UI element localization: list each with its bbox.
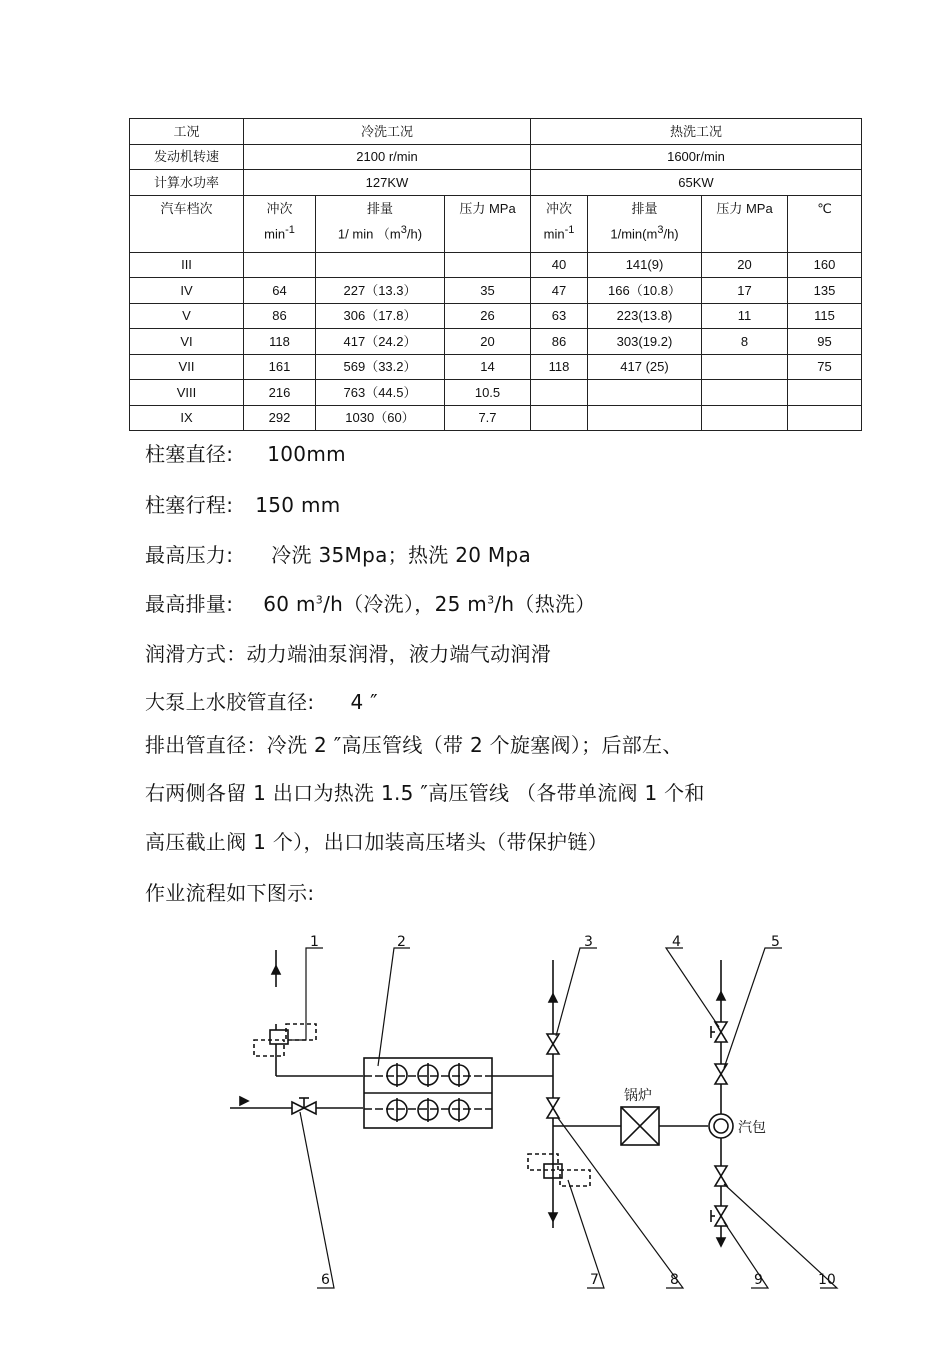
header-line: 冲次 (545, 200, 572, 216)
flow-arrow-icon (549, 994, 557, 1002)
flow-arrow-icon (717, 1238, 725, 1246)
header-unit-sup: 3 (400, 223, 407, 236)
boiler-label: 锅炉 (624, 1088, 652, 1104)
section-caption: 作业流程如下图示: (145, 881, 315, 905)
table-body (130, 252, 862, 431)
spec-line-discharge-3: 高压截止阀 1 个），出口加装高压堵头（带保护链） (145, 830, 608, 854)
header-unit-text: /h) (663, 225, 679, 241)
valve-icon (292, 1102, 304, 1114)
table-cell: 115 (788, 303, 862, 329)
spec-line-plunger-diameter (145, 438, 346, 467)
table-cell: 86 (244, 303, 316, 329)
table-row (130, 119, 862, 145)
drum-label: 汽包 (738, 1120, 766, 1136)
table-cell: 发动机转速 (130, 144, 244, 170)
table-row (130, 354, 862, 380)
spec-value: 60 m (263, 592, 316, 616)
table-header-cell (316, 195, 445, 252)
diagram-label: 9 (754, 1272, 763, 1288)
table-cell: 166（10.8） (588, 278, 702, 304)
table-cell: 127KW (244, 170, 531, 196)
spec-line-max-flow (145, 588, 596, 617)
spec-line-discharge-1: 排出管直径：冷洗 2 ″高压管线（带 2 个旋塞阀）；后部左、 (145, 733, 683, 757)
table-cell: VII (130, 354, 244, 380)
valve-housing (286, 1024, 316, 1040)
table-cell: VIII (130, 380, 244, 406)
table-cell: 8 (702, 329, 788, 355)
spec-line-hose-diameter (145, 686, 378, 715)
valve-icon (304, 1102, 316, 1114)
table-cell: 303(19.2) (588, 329, 702, 355)
header-unit-text: /h) (406, 225, 423, 241)
diagram-label: 10 (818, 1272, 836, 1288)
table-cell: 160 (788, 252, 862, 278)
table-cell: 10.5 (445, 380, 531, 406)
table-row (130, 380, 862, 406)
table-cell: 216 (244, 380, 316, 406)
table-cell: 569（33.2） (316, 354, 445, 380)
table-cell (244, 252, 316, 278)
spec-line-lubrication: 润滑方式：动力端油泵润滑，液力端气动润滑 (145, 642, 551, 666)
diagram-label: 3 (584, 934, 593, 950)
spec-label: 柱塞行程: (145, 493, 234, 517)
spec-label: 柱塞直径: (145, 442, 234, 466)
table-cell: 95 (788, 329, 862, 355)
table-cell: 161 (244, 354, 316, 380)
diagram-label: 5 (771, 934, 780, 950)
spec-sup: 3 (487, 593, 495, 607)
table-cell (316, 252, 445, 278)
spec-label: 最高压力: (145, 543, 234, 567)
table-cell: IV (130, 278, 244, 304)
valve-housing (560, 1170, 590, 1186)
spec-label: 大泵上水胶管直径: (145, 690, 315, 714)
table-row (130, 170, 862, 196)
table-row (130, 303, 862, 329)
table-cell: 63 (531, 303, 588, 329)
table-cell: V (130, 303, 244, 329)
valve-housing (254, 1040, 284, 1056)
header-unit-text: min (543, 225, 565, 241)
spec-line-discharge-2: 右两侧各留 1 出口为热洗 1.5 ″高压管线 （各带单流阀 1 个和 (145, 781, 705, 805)
header-unit (588, 225, 701, 240)
header-unit-text: min (264, 225, 286, 241)
spec-value: 4 ″ (350, 690, 378, 714)
table-header-cell: ℃ (788, 195, 862, 252)
diagram-label: 8 (670, 1272, 679, 1288)
table-row (130, 405, 862, 431)
table-cell: 7.7 (445, 405, 531, 431)
table-cell: 118 (244, 329, 316, 355)
table-cell: 热洗工况 (531, 119, 862, 145)
table-cell: 227（13.3） (316, 278, 445, 304)
spec-label: 最高排量: (145, 592, 234, 616)
table-cell: 47 (531, 278, 588, 304)
table-cell: 26 (445, 303, 531, 329)
table-cell (531, 380, 588, 406)
table-cell (588, 380, 702, 406)
table-cell: 417 (25) (588, 354, 702, 380)
header-unit-text: 1/ min （m (337, 225, 401, 241)
diagram-label: 7 (590, 1272, 599, 1288)
header-unit (244, 225, 315, 240)
table-cell: 35 (445, 278, 531, 304)
table-row (130, 329, 862, 355)
table-header-row (130, 195, 862, 252)
diagram-label: 2 (397, 934, 406, 950)
table-cell: 20 (445, 329, 531, 355)
table-cell: 14 (445, 354, 531, 380)
header-unit-sup: -1 (285, 223, 295, 236)
spec-table (129, 118, 862, 431)
header-line: 排量 (366, 200, 393, 216)
table-cell: 2100 r/min (244, 144, 531, 170)
table-cell: III (130, 252, 244, 278)
process-flow-diagram (0, 925, 950, 1325)
table-cell: 20 (702, 252, 788, 278)
flow-arrow-icon (717, 992, 725, 1000)
table-cell: 118 (531, 354, 588, 380)
table-header-cell (531, 195, 588, 252)
table-cell (445, 252, 531, 278)
table-cell: 223(13.8) (588, 303, 702, 329)
header-unit-sup: 3 (657, 223, 664, 236)
flow-arrow-icon (549, 1213, 557, 1221)
diagram-label: 6 (321, 1272, 330, 1288)
header-unit (531, 225, 587, 240)
table-cell: 17 (702, 278, 788, 304)
table-cell (702, 380, 788, 406)
spec-value: /h（热洗） (494, 592, 596, 616)
header-unit (316, 225, 444, 240)
table-cell: 工况 (130, 119, 244, 145)
diagram-label: 1 (310, 934, 319, 950)
header-line: 排量 (631, 200, 658, 216)
table-row (130, 144, 862, 170)
table-cell: IX (130, 405, 244, 431)
drum-icon (714, 1119, 728, 1133)
table-cell: 86 (531, 329, 588, 355)
spec-value: 冷洗 35Mpa；热洗 20 Mpa (271, 543, 532, 567)
table-header-cell: 汽车档次 (130, 195, 244, 252)
table-cell: 计算水功率 (130, 170, 244, 196)
table-cell (788, 405, 862, 431)
table-cell (588, 405, 702, 431)
drum-icon (709, 1114, 733, 1138)
spec-value: /h（冷洗），25 m (323, 592, 488, 616)
table-cell: VI (130, 329, 244, 355)
spec-value: 150 mm (255, 493, 341, 517)
table-cell: 75 (788, 354, 862, 380)
table-cell: 40 (531, 252, 588, 278)
table-header-cell: 压力 MPa (702, 195, 788, 252)
table-cell: 11 (702, 303, 788, 329)
table-header-cell (588, 195, 702, 252)
header-unit-sup: -1 (564, 223, 575, 236)
flow-arrow-icon (240, 1097, 248, 1105)
table-cell: 冷洗工况 (244, 119, 531, 145)
spec-value: 100mm (267, 442, 346, 466)
spec-sup: 3 (315, 593, 324, 607)
table-cell: 1600r/min (531, 144, 862, 170)
diagram-label: 4 (672, 934, 681, 950)
table-header-cell: 压力 MPa (445, 195, 531, 252)
table-cell: 763（44.5） (316, 380, 445, 406)
table-cell (788, 380, 862, 406)
table-header-cell (244, 195, 316, 252)
table-row (130, 252, 862, 278)
table-cell: 417（24.2） (316, 329, 445, 355)
table-cell: 306（17.8） (316, 303, 445, 329)
table-cell: 65KW (531, 170, 862, 196)
header-unit-text: 1/min(m (610, 225, 658, 241)
header-line: 冲次 (266, 200, 293, 216)
table-cell: 141(9) (588, 252, 702, 278)
spec-line-max-pressure (145, 539, 531, 568)
spec-line-plunger-stroke (145, 489, 341, 518)
leader-lines (292, 948, 837, 1288)
table-cell (702, 405, 788, 431)
table-cell: 292 (244, 405, 316, 431)
table-cell (531, 405, 588, 431)
table-cell (702, 354, 788, 380)
table-cell: 135 (788, 278, 862, 304)
table-cell: 64 (244, 278, 316, 304)
table-row (130, 278, 862, 304)
flow-arrow-icon (272, 966, 280, 974)
table-cell: 1030（60） (316, 405, 445, 431)
